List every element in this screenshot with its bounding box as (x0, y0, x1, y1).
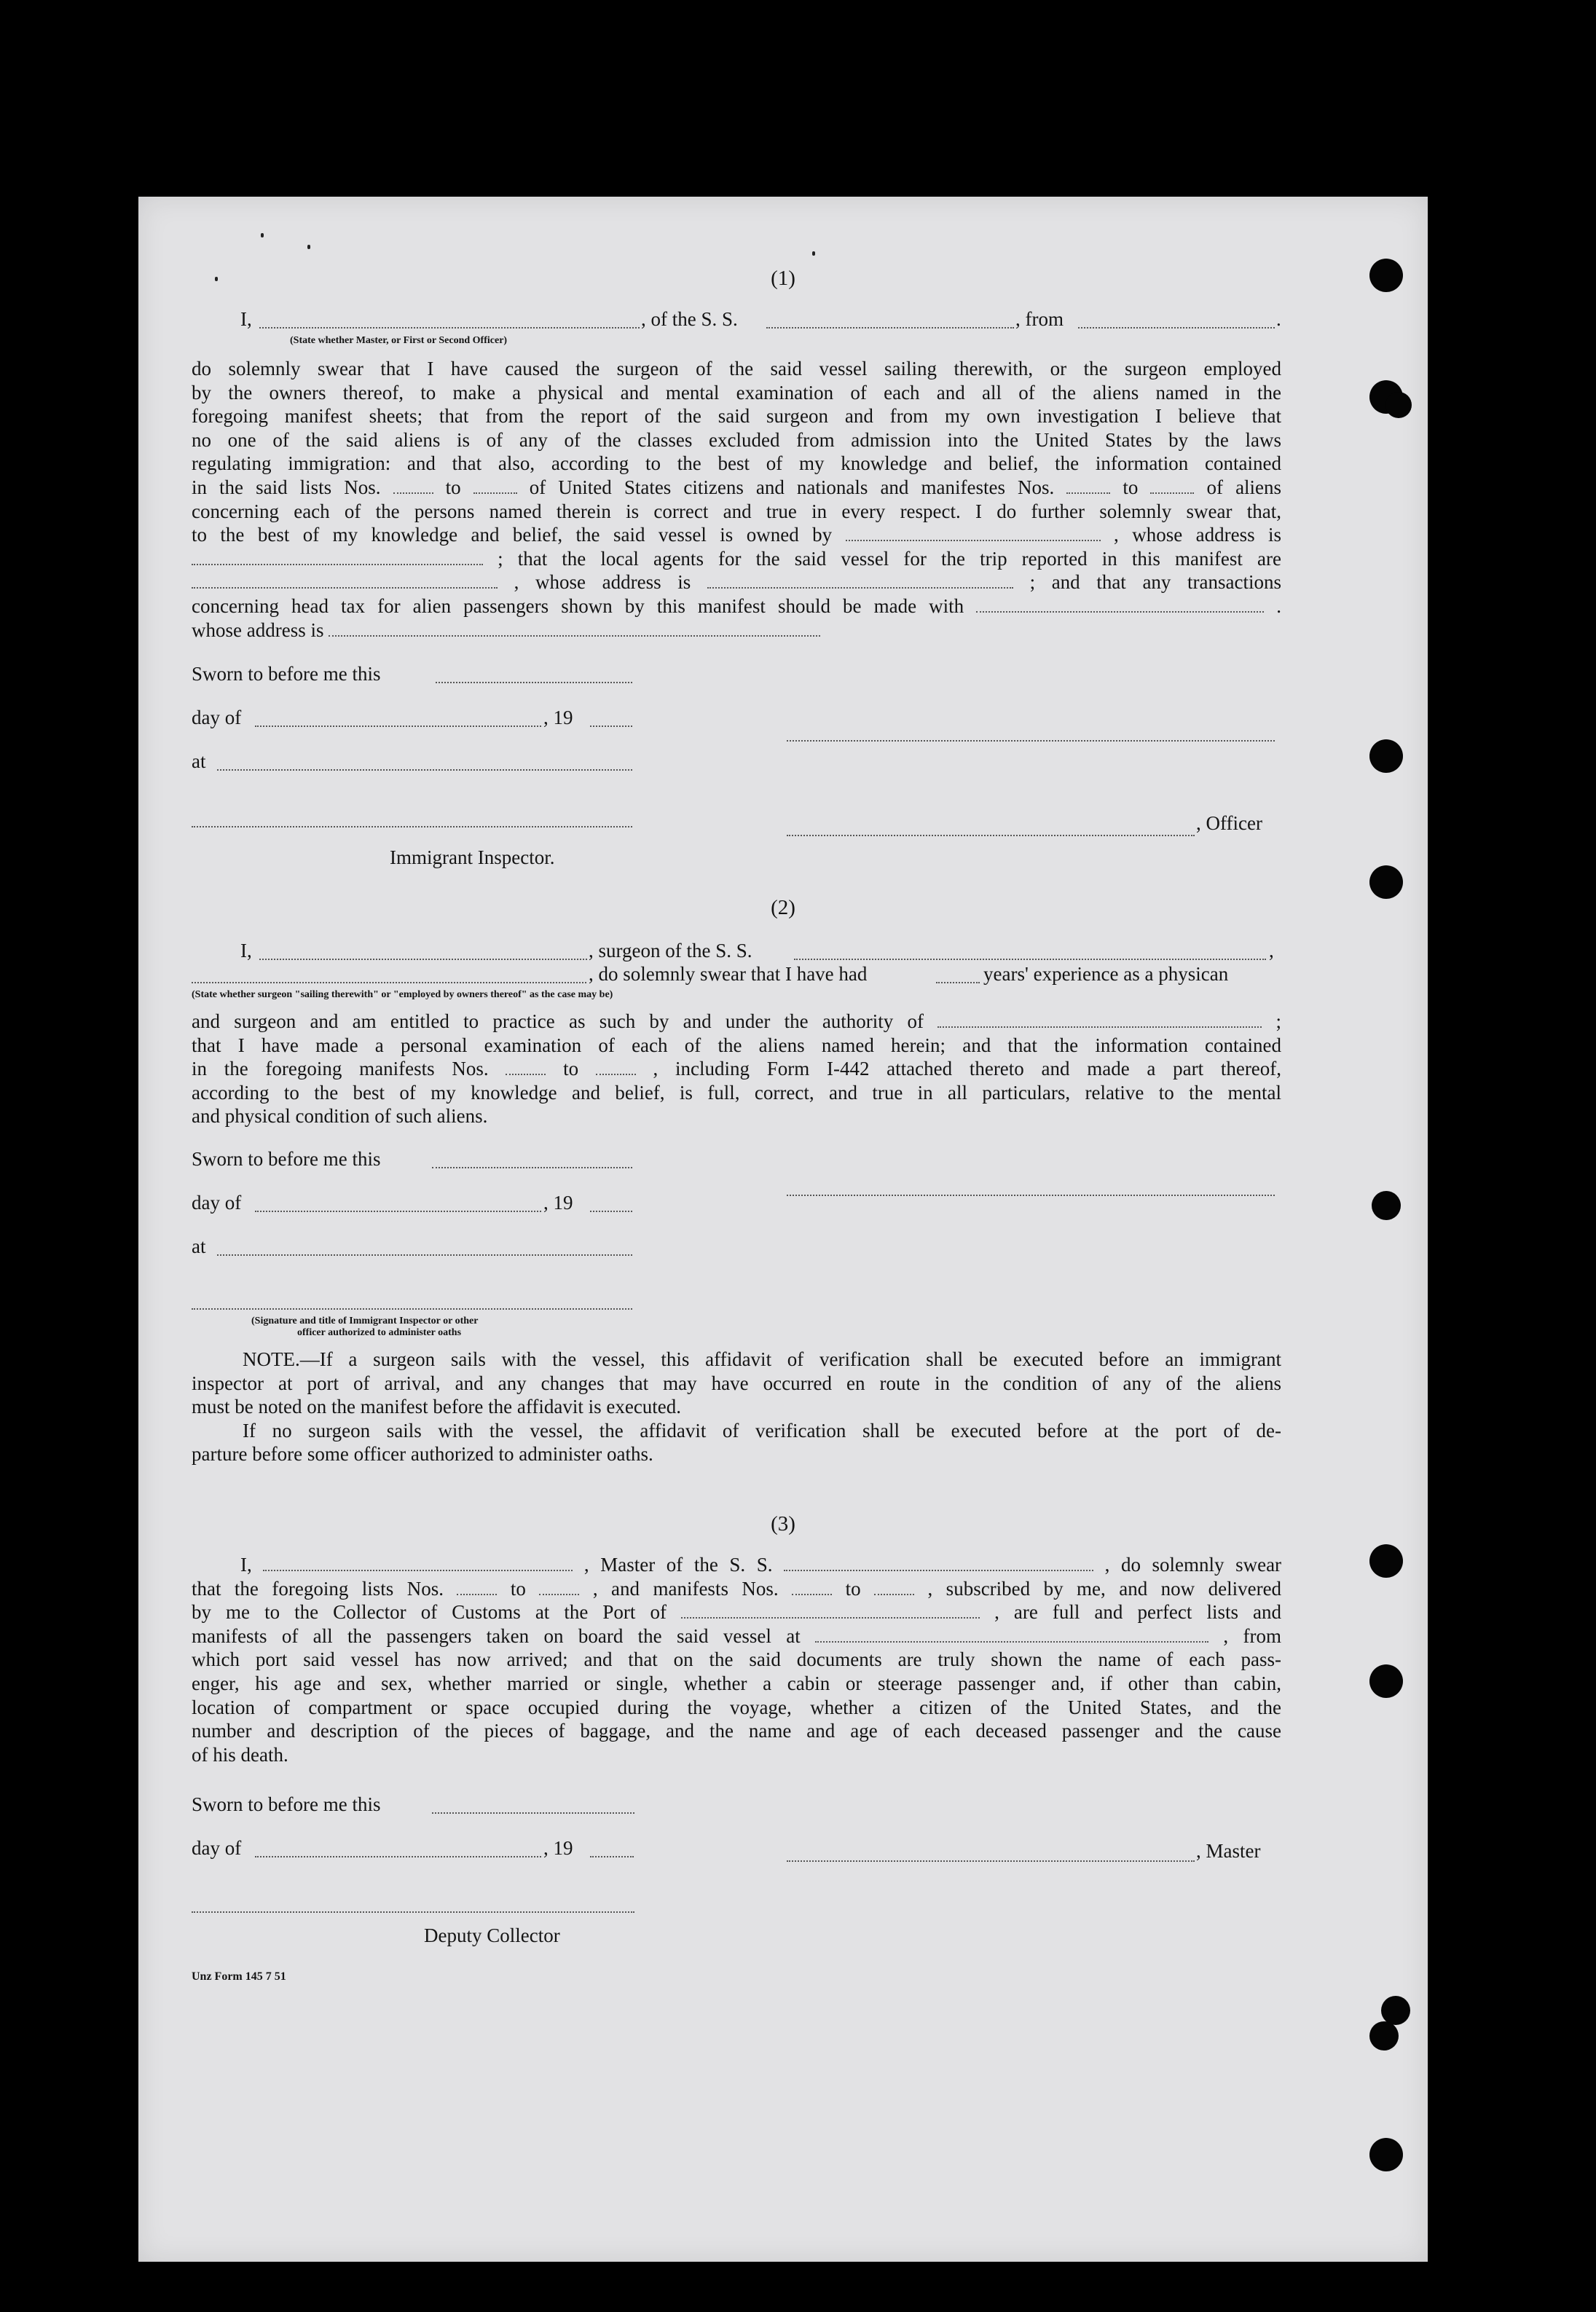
s2-line: according to the best of my knowledge and belief, is full, correct, and true in all particulars, relative to the mental (192, 1081, 1281, 1104)
s1-lists-to: to (445, 476, 461, 498)
s1-lists-to2: to (1123, 476, 1139, 498)
s3-day-line (255, 1855, 541, 1857)
s1-line: no one of the said aliens is of any of the classes excluded from admission into the United States by the laws (192, 428, 1281, 451)
s3-master: , Master (1196, 1840, 1261, 1862)
s2-at-line (217, 1253, 632, 1256)
s1-inspector: Immigrant Inspector. (390, 846, 555, 868)
note-line: NOTE.—If a surgeon sails with the vessel, this affidavit of verification shall be executed before an immigrant (243, 1348, 1281, 1370)
s2-manifest-from-field (506, 1058, 546, 1075)
s1-of-ss: , of the S. S. (641, 308, 738, 330)
s3-day-of: day of (192, 1837, 242, 1859)
punch-hole (1385, 392, 1412, 418)
s2-sworn: Sworn to before me this (192, 1148, 381, 1170)
section-3-number: (3) (771, 1512, 795, 1536)
s3-lists-c: , subscribed by me, and now delivered (927, 1577, 1282, 1600)
s2-capacity-line (192, 980, 586, 983)
punch-hole (1372, 1191, 1401, 1220)
s2-comma: , (1269, 940, 1274, 962)
s1-owner-field (846, 524, 1101, 541)
s3-manifests-line (192, 1624, 1281, 1648)
s3-collector-sig-line (192, 1910, 634, 1913)
s2-ship-name-line (794, 957, 1266, 960)
s3-list-from-field (457, 1578, 497, 1595)
s2-auth: and surgeon and am entitled to practice as such by and under the authority of (192, 1010, 924, 1032)
s1-list-to-field (473, 476, 517, 494)
dust-speck (261, 233, 264, 237)
s1-sworn-line (436, 680, 632, 683)
s1-lists-a: in the said lists Nos. (192, 476, 381, 498)
dust-speck (812, 251, 815, 256)
s2-paragraph (192, 1010, 1281, 1128)
s2-at: at (192, 1235, 206, 1257)
punch-hole (1369, 2021, 1399, 2050)
s1-agents-address-field (707, 571, 1013, 589)
s3-line: of his death. (192, 1743, 288, 1766)
note-line: inspector at port of arrival, and any changes that may have occurred en route in the condition of any of the aliens (192, 1372, 1281, 1394)
s3-list-to-field (539, 1578, 579, 1595)
punch-hole (1369, 1664, 1403, 1698)
s3-collector-line (192, 1600, 1281, 1624)
form-page (138, 197, 1428, 2262)
s2-years-line (936, 980, 980, 983)
s1-line: by the owners thereof, to make a physical and mental examination of each and all of the aliens named in the (192, 381, 1281, 404)
s3-master-name-field (263, 1554, 573, 1571)
s1-line: foregoing manifest sheets; that from the report of the said surgeon and from my own investigation I believe that (192, 405, 1281, 428)
s3-collector-a: by me to the Collector of Customs at the Port of (192, 1601, 667, 1624)
s2-sig-note-2: officer authorized to administer oaths (297, 1327, 462, 1338)
s1-owned-a: to the best of my knowledge and belief, the said vessel is owned by (192, 524, 833, 546)
s2-manifest-to-field (596, 1058, 636, 1075)
s2-surgeon-of: , surgeon of the S. S. (589, 940, 752, 962)
s1-officer: , Officer (1196, 812, 1262, 834)
s1-headtax: concerning head tax for alien passengers shown by this manifest should be made with (192, 594, 964, 617)
s3-sworn: Sworn to before me this (192, 1793, 381, 1815)
s1-agents: ; that the local agents for the said vessel for the trip reported in this manifest are (498, 547, 1281, 570)
s2-surgeon-sig-line (787, 1193, 1275, 1196)
s3-sworn-line (432, 1811, 634, 1814)
s2-manifests-to: to (563, 1058, 579, 1080)
s1-headtax-field (976, 595, 1264, 613)
s1-list-from-field (393, 476, 433, 494)
s3-master-sig-line (787, 1859, 1195, 1862)
s3-year: , 19 (543, 1837, 573, 1859)
note-line: must be noted on the manifest before the affidavit is executed. (192, 1396, 682, 1418)
form-id: Unz Form 145 7 51 (192, 1970, 286, 1983)
s1-from: , from (1015, 308, 1064, 330)
s2-day-line (255, 1209, 541, 1212)
s1-sworn: Sworn to before me this (192, 663, 381, 685)
s1-paragraph (192, 357, 1281, 642)
s1-lists-line (192, 476, 1281, 500)
s2-surgeon-name-line (259, 957, 587, 960)
s3-swear: , do solemnly swear (1104, 1554, 1282, 1576)
s1-lists-b: of United States citizens and nationals and manifestes Nos. (529, 476, 1055, 498)
s1-day-line (255, 724, 541, 727)
s1-manifest-to-field (1150, 476, 1194, 494)
s1-line: concerning each of the persons named therein is correct and true in every respect. I do further solemnly swear that, (192, 500, 1281, 522)
note-line: If no surgeon sails with the vessel, the affidavit of verification shall be executed before at the port of de- (243, 1419, 1281, 1442)
s1-period: . (1276, 308, 1281, 330)
s1-agents-addr-a: , whose address is (514, 571, 691, 594)
punch-hole (1369, 2138, 1403, 2171)
s2-sworn-line (432, 1165, 632, 1168)
s3-master-line (192, 1553, 1281, 1577)
s3-lists-b: , and manifests Nos. (592, 1577, 779, 1600)
s3-line: location of compartment or space occupied during the voyage, whether a citizen of the United States, and the (192, 1696, 1281, 1718)
s1-officer-sig-line (787, 833, 1195, 836)
dust-speck (307, 245, 310, 249)
s2-inspector-sig-line (192, 1307, 632, 1310)
s1-headtax-period: . (1276, 594, 1282, 617)
s3-line: enger, his age and sex, whether married or single, whether a cabin or steerage passenger and, if other than cabin, (192, 1672, 1281, 1694)
punch-hole (1369, 1544, 1403, 1578)
s3-embark-port-field (815, 1625, 1208, 1643)
s1-agents-line (192, 547, 1281, 571)
s1-manifest-from-field (1066, 476, 1110, 494)
s2-day-of: day of (192, 1192, 242, 1214)
s1-inspector-sig-line (192, 825, 632, 827)
s2-surgeon-note: (State whether surgeon "sailing therewith" or "employed by owners thereof" as the case may be) (192, 989, 613, 1000)
s3-lists-line (192, 1577, 1281, 1601)
s1-year: , 19 (543, 707, 573, 728)
s1-owned-line (192, 523, 1281, 547)
s1-lists-c: of aliens (1206, 476, 1282, 498)
s1-owner-address-field (192, 548, 483, 565)
s1-i: I, (240, 308, 252, 330)
s1-whose-addr: whose address is (192, 618, 324, 641)
s3-manifests-b: , from (1223, 1624, 1282, 1647)
s2-manifests-b: , including Form I-442 attached thereto and made a part thereof, (653, 1058, 1282, 1080)
s2-authority-field (937, 1010, 1262, 1028)
section-2-number: (2) (771, 896, 795, 919)
s3-line: number and description of the pieces of baggage, and the name and age of each deceased passenger and the cause (192, 1720, 1281, 1742)
s1-headtax-line (192, 594, 1281, 618)
s3-ship-name-field (784, 1554, 1093, 1571)
s3-deputy: Deputy Collector (424, 1924, 560, 1946)
s3-manifests-a: manifests of all the passengers taken on board the said vessel at (192, 1624, 801, 1647)
section-1-number: (1) (771, 267, 795, 290)
s1-master-sig-line (787, 739, 1275, 742)
punch-hole (1381, 1996, 1410, 2025)
s2-swear-a: , do solemnly swear that I have had (589, 963, 868, 985)
s3-i: I, (240, 1554, 252, 1576)
s1-officer-note: (State whether Master, or First or Second Officer) (290, 335, 508, 346)
s1-agents-field (192, 571, 498, 589)
s3-lists-a: that the foregoing lists Nos. (192, 1577, 444, 1600)
s1-officer-name-line (259, 326, 640, 329)
s1-agents-addr-line (192, 570, 1281, 594)
s2-semicolon: ; (1275, 1010, 1282, 1032)
s2-manifests-line (192, 1057, 1281, 1081)
s2-auth-line (192, 1010, 1281, 1034)
s3-master-of: , Master of the S. S. (583, 1554, 773, 1576)
s1-at-line (217, 768, 632, 771)
s2-swear-b: years' experience as a physican (983, 963, 1229, 985)
s3-lists-to2: to (845, 1577, 861, 1600)
s2-sig-note-1: (Signature and title of Immigrant Inspector or other (251, 1316, 479, 1326)
note-block (192, 1348, 1281, 1466)
punch-hole (1369, 739, 1403, 773)
s2-line: that I have made a personal examination of each of the aliens named herein; and that the information contained (192, 1034, 1281, 1056)
s1-headtax-address-field (329, 619, 820, 637)
s3-paragraph (192, 1553, 1281, 1766)
s2-year: , 19 (543, 1192, 573, 1214)
s2-year-line (590, 1209, 632, 1212)
s3-year-line (590, 1855, 634, 1857)
s1-whose-addr-line (192, 618, 1281, 642)
s2-manifests-a: in the foregoing manifests Nos. (192, 1058, 489, 1080)
s3-manifest-to-field (874, 1578, 914, 1595)
s3-line: which port said vessel has now arrived; and that on the said documents are truly shown the name of each pass- (192, 1648, 1281, 1671)
s3-port-field (681, 1601, 980, 1619)
s3-manifest-from-field (792, 1578, 832, 1595)
s1-year-line (590, 724, 632, 727)
s2-line: and physical condition of such aliens. (192, 1105, 488, 1128)
s2-i: I, (240, 940, 252, 962)
s1-owned-b: , whose address is (1114, 524, 1282, 546)
s1-line: do solemnly swear that I have caused the surgeon of the said vessel sailing therewith, or the surgeon employed (192, 358, 1281, 380)
note-line: parture before some officer authorized to administer oaths. (192, 1443, 653, 1466)
s1-from-line (1078, 326, 1275, 329)
s1-agents-addr-b: ; and that any transactions (1029, 571, 1282, 594)
s1-day-of: day of (192, 707, 242, 728)
s3-lists-to: to (510, 1577, 526, 1600)
s1-line: regulating immigration: and that also, according to the best of my knowledge and belief, the information contained (192, 452, 1281, 475)
s1-ship-name-line (766, 326, 1014, 329)
punch-hole (1369, 865, 1403, 899)
s3-collector-b: , are full and perfect lists and (994, 1601, 1282, 1624)
s1-at: at (192, 750, 206, 772)
